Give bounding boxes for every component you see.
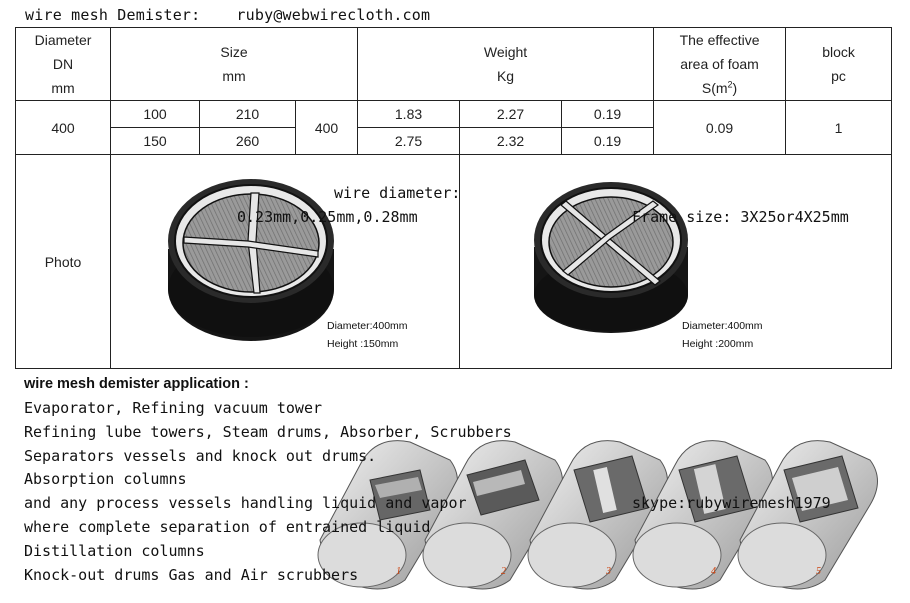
header-size-line1: Size xyxy=(220,44,248,60)
photo-label: Photo xyxy=(16,155,111,369)
cell-size: 150 xyxy=(111,128,200,155)
cell-block: 1 xyxy=(786,101,892,155)
cell-size-common: 400 xyxy=(296,101,358,155)
cell-diameter: 400 xyxy=(16,101,111,155)
header-foam-area xyxy=(654,28,786,101)
contact-email: ruby@webwirecloth.com xyxy=(236,6,431,24)
header-title: wire mesh Demister: xyxy=(25,6,201,24)
dimension-height: Height :200mm xyxy=(682,338,754,350)
list-item: where complete separation of entrained liquid xyxy=(24,517,431,536)
list-item: Distillation columns xyxy=(24,541,205,560)
vessel-number: 5 xyxy=(816,566,821,577)
vessel-number: 1 xyxy=(396,566,401,577)
cell-weight: 0.19 xyxy=(562,128,654,155)
table-header-row xyxy=(16,28,892,101)
photo-left-cell xyxy=(111,155,460,369)
header-foam-line3 xyxy=(654,76,785,100)
table-row xyxy=(16,101,892,128)
cell-weight: 2.32 xyxy=(460,128,562,155)
wire-diameter-note: wire diameter: xyxy=(334,184,461,202)
cell-weight: 2.75 xyxy=(358,128,460,155)
header-block-line1: block xyxy=(822,44,855,60)
applications-section xyxy=(24,376,512,588)
photo-row xyxy=(16,155,892,369)
header-diameter-line1: Diameter xyxy=(34,32,92,48)
cell-weight: 1.83 xyxy=(358,101,460,128)
list-item: Knock-out drums Gas and Air scrubbers xyxy=(24,565,359,584)
cell-size: 210 xyxy=(200,101,296,128)
cell-weight: 0.19 xyxy=(562,101,654,128)
header-block-line2: pc xyxy=(831,68,846,84)
header-size-line2: mm xyxy=(222,68,246,84)
header-foam-line2: area of foam xyxy=(680,56,759,72)
vessel-number: 2 xyxy=(501,566,506,577)
cell-foam-area: 0.09 xyxy=(654,101,786,155)
frame-size-note: Frame size: 3X25or4X25mm xyxy=(632,208,849,226)
list-item: Absorption columns xyxy=(24,470,187,489)
dimension-diameter: Diameter:400mm xyxy=(327,320,408,332)
cell-weight: 2.27 xyxy=(460,101,562,128)
mesh-pad-image-150 xyxy=(156,171,346,341)
header-foam-line1: The effective xyxy=(679,32,760,48)
page-header xyxy=(25,6,430,24)
vessel-number: 3 xyxy=(606,566,611,577)
list-item: Refining lube towers, Steam drums, Absorber, Scrubbers xyxy=(24,422,512,441)
header-size xyxy=(111,28,358,101)
header-foam-exponent: 2 xyxy=(727,79,733,90)
header-diameter-line3: mm xyxy=(51,80,75,96)
header-weight-line2: Kg xyxy=(496,68,515,84)
header-block xyxy=(786,28,892,101)
header-foam-close: ) xyxy=(732,80,738,96)
header-diameter-line2: DN xyxy=(52,56,74,72)
skype-contact: skype:rubywiremesh1979 xyxy=(632,494,831,512)
dimension-diameter: Diameter:400mm xyxy=(682,320,763,332)
cell-size: 260 xyxy=(200,128,296,155)
list-item: Separators vessels and knock out drums. xyxy=(24,446,377,465)
spec-table xyxy=(15,27,892,369)
applications-title: wire mesh demister application : xyxy=(24,376,249,392)
cell-size: 100 xyxy=(111,101,200,128)
dimension-height: Height :150mm xyxy=(327,338,399,350)
list-item: and any process vessels handling liquid and vapor xyxy=(24,494,467,513)
header-diameter xyxy=(16,28,111,101)
vessel-number: 4 xyxy=(711,566,716,577)
header-foam-unit: S(m xyxy=(701,80,728,96)
header-weight-line1: Weight xyxy=(483,44,528,60)
list-item: Evaporator, Refining vacuum tower xyxy=(24,399,323,417)
photo-right-cell xyxy=(460,155,892,369)
header-weight xyxy=(358,28,654,101)
mesh-pad-image-200 xyxy=(526,175,696,335)
wire-diameter-values: 0.23mm,0.25mm,0.28mm xyxy=(237,208,418,226)
